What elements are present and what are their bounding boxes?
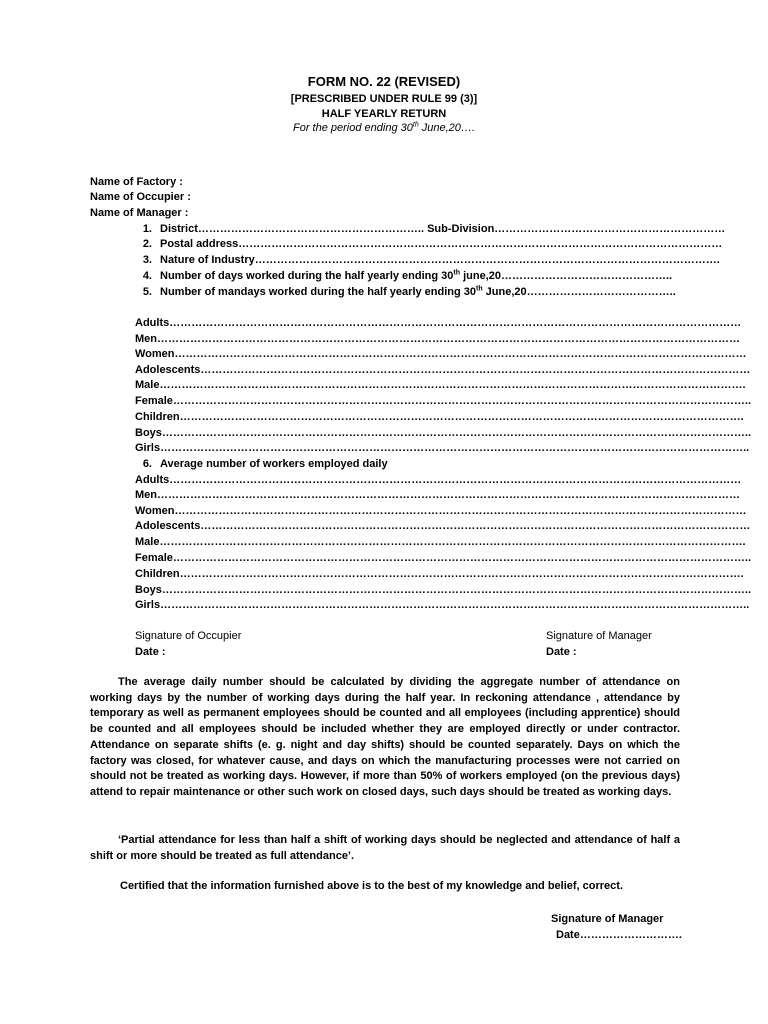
- item-average-workers: 6. Average number of workers employed daily: [142, 458, 388, 470]
- item-district: 1. District…………………………………………………….. Sub-Division………………………………………………………: [142, 223, 726, 235]
- group-b-boys: Boys……………………………………………………………………………………………………………………………………………..: [135, 584, 752, 596]
- item-mandays-worked: 5. Number of mandays worked during the half yearly ending 30th June,20…………………………………..: [142, 285, 676, 298]
- group-a-adults: Adults…………………………………………………………………………………………………………………………………………: [135, 317, 742, 329]
- footer-date: Date……………………….: [556, 929, 682, 941]
- signature-occupier-date: Date :: [135, 646, 166, 658]
- period-sup: th: [412, 121, 419, 129]
- item-postal-address: 2. Postal address……………………………………………………………………………………………………………………: [142, 238, 723, 250]
- certification-statement: Certified that the information furnished above is to the best of my knowledge and belief, correct.: [120, 880, 624, 892]
- footer-signature-manager: Signature of Manager: [551, 913, 664, 925]
- group-a-children: Children……………………………………………………………………………………………………………………………………….: [135, 411, 744, 423]
- partial-attendance-note: ‘Partial attendance for less than half a shift of working days should be neglected and attendance of half a shift or more should be treated as full attendance’.: [90, 834, 680, 862]
- group-a-male: Male…………………………………………………………………………………………………………………………………………….: [135, 379, 746, 391]
- name-of-occupier: Name of Occupier :: [90, 191, 191, 203]
- signature-manager-label: Signature of Manager: [546, 630, 652, 642]
- name-of-factory: Name of Factory :: [90, 176, 183, 188]
- signature-manager-date: Date :: [546, 646, 577, 658]
- item-nature-of-industry: 3. Nature of Industry……………………………………………………………………………………………………………….: [142, 254, 720, 266]
- period-prefix: For the period ending 30: [293, 122, 413, 134]
- signature-occupier-label: Signature of Occupier: [135, 630, 242, 642]
- group-a-girls: Girls……………………………………………………………………………………………………………………………………………..: [135, 442, 750, 454]
- group-a-adolescents: Adolescents……………………………………………………………………………………………………………………………………: [135, 364, 751, 376]
- prescribed-rule: [PRESCRIBED UNDER RULE 99 (3)]: [290, 93, 478, 105]
- group-b-female: Female…………………………………………………………………………………………………………………………………………..: [135, 552, 752, 564]
- group-b-male: Male…………………………………………………………………………………………………………………………………………….: [135, 536, 746, 548]
- group-a-women: Women…………………………………………………………………………………………………………………………………………: [135, 348, 747, 360]
- average-calculation-note: The average daily number should be calculated by dividing the aggregate number of attendance on working days by the number of working days during the half year. In reckoning attendance , attendance by temporary as well as permanent employees should be counted and all employees (including apprentice) should be counted and all employees should be included whether they are employed directly or under contractor. Attendance on separate shifts (e. g. night and day shifts) should be counted separately. Days on which the factory was closed, for whatever cause, and days on which the manufacturing processes were not carried on should not be treated as working days. However, if more than 50% of workers employed (on the previous days) attend to repair maintenance or other such work on closed days, such days should be treated as working days.: [90, 676, 680, 798]
- item-days-worked: 4. Number of days worked during the half yearly ending 30th june,20………………………………………..: [142, 269, 673, 282]
- return-title: HALF YEARLY RETURN: [321, 108, 447, 120]
- group-b-adolescents: Adolescents……………………………………………………………………………………………………………………………………: [135, 520, 751, 532]
- group-b-adults: Adults…………………………………………………………………………………………………………………………………………: [135, 474, 742, 486]
- group-b-children: Children……………………………………………………………………………………………………………………………………….: [135, 568, 744, 580]
- period-line: [0, 120, 768, 136]
- group-a-female: Female…………………………………………………………………………………………………………………………………………..: [135, 395, 752, 407]
- name-of-manager: Name of Manager :: [90, 207, 189, 219]
- group-b-men: Men……………………………………………………………………………………………………………………………………………: [135, 489, 740, 501]
- form-title: FORM NO. 22 (REVISED): [307, 74, 461, 89]
- group-b-women: Women…………………………………………………………………………………………………………………………………………: [135, 505, 747, 517]
- group-b-girls: Girls……………………………………………………………………………………………………………………………………………..: [135, 599, 750, 611]
- group-a-boys: Boys……………………………………………………………………………………………………………………………………………..: [135, 427, 752, 439]
- period-suffix: June,20….: [418, 122, 475, 134]
- group-a-men: Men……………………………………………………………………………………………………………………………………………: [135, 333, 740, 345]
